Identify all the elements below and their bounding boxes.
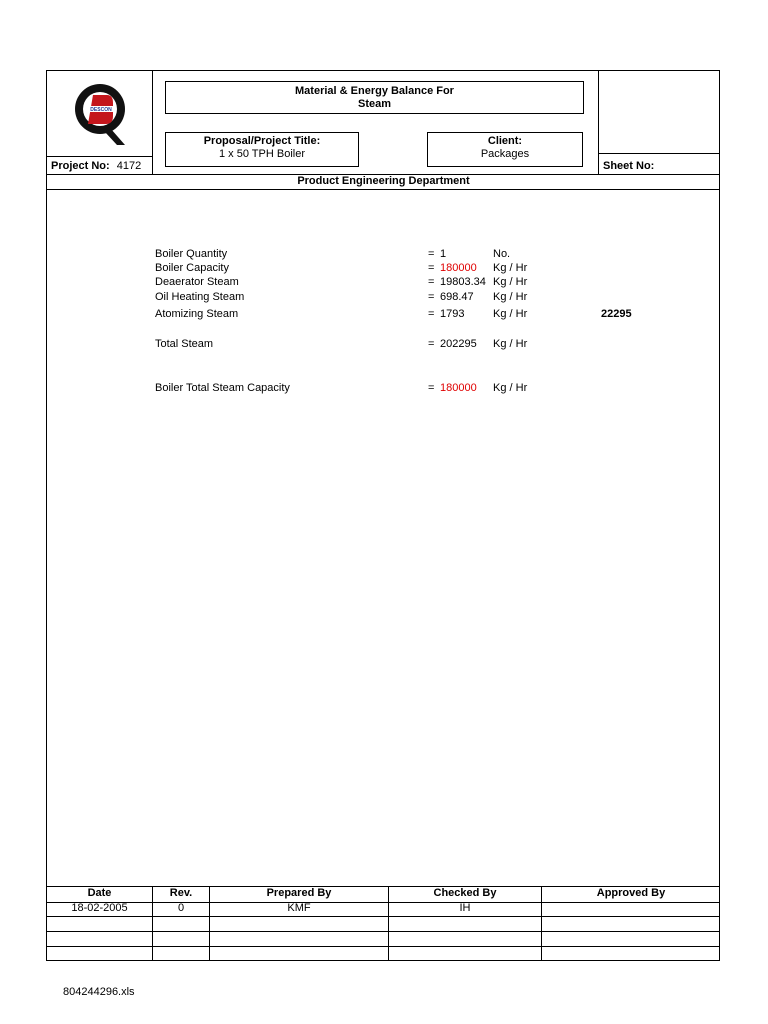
- row-value: 180000: [440, 382, 477, 394]
- document-title-line1: Material & Energy Balance For: [295, 85, 454, 97]
- divider: [598, 153, 720, 154]
- signoff-header-rev: Rev.: [169, 887, 193, 899]
- proposal-label: Proposal/Project Title:: [203, 135, 321, 147]
- client-box: [427, 132, 583, 167]
- document-title-line2: Steam: [357, 98, 392, 110]
- descon-logo: [73, 79, 127, 149]
- row-equals: =: [428, 262, 435, 274]
- row-label: Atomizing Steam: [155, 308, 239, 320]
- row-equals: =: [428, 382, 435, 394]
- row-unit: No.: [493, 248, 511, 260]
- row-value: 19803.34: [440, 276, 486, 288]
- project-number: [51, 160, 141, 173]
- row-unit: Kg / Hr: [493, 291, 528, 303]
- row-label: Deaerator Steam: [155, 276, 239, 288]
- row-value: 202295: [440, 338, 477, 350]
- signoff-header-checked: Checked By: [433, 887, 497, 899]
- row-unit: Kg / Hr: [493, 338, 528, 350]
- row-label: Boiler Total Steam Capacity: [155, 382, 290, 394]
- row-label: Boiler Quantity: [155, 248, 228, 260]
- row-label: Total Steam: [155, 338, 214, 350]
- table-border: [47, 946, 720, 947]
- table-border: [47, 916, 720, 917]
- signoff-date: 18-02-2005: [71, 902, 128, 914]
- row-unit: Kg / Hr: [493, 308, 528, 320]
- proposal-box: [165, 132, 359, 167]
- signoff-checked: IH: [459, 902, 471, 914]
- row-unit: Kg / Hr: [493, 262, 528, 274]
- row-equals: =: [428, 248, 435, 260]
- signoff-header-prepared: Prepared By: [266, 887, 332, 899]
- row-equals: =: [428, 276, 435, 288]
- row-value: 180000: [440, 262, 477, 274]
- project-no-label: Project No:: [51, 160, 110, 172]
- row-equals: =: [428, 291, 435, 303]
- row-unit: Kg / Hr: [493, 276, 528, 288]
- document-title-box: [165, 81, 584, 114]
- divider: [47, 156, 153, 157]
- row-value: 698.47: [440, 291, 474, 303]
- row-label: Oil Heating Steam: [155, 291, 245, 303]
- row-equals: =: [428, 308, 435, 320]
- signoff-header-approved: Approved By: [596, 887, 666, 899]
- divider: [47, 189, 720, 190]
- client-label: Client:: [487, 135, 523, 147]
- proposal-value: 1 x 50 TPH Boiler: [218, 148, 305, 160]
- sheet-no-label: Sheet No:: [603, 160, 655, 172]
- client-value: Packages: [480, 148, 530, 160]
- row-unit: Kg / Hr: [493, 382, 528, 394]
- signoff-rev: 0: [177, 902, 185, 914]
- document-sheet: [46, 70, 720, 961]
- row-note: 22295: [601, 308, 632, 320]
- signoff-header-date: Date: [87, 887, 112, 899]
- department-title: Product Engineering Department: [297, 175, 470, 187]
- divider: [152, 71, 153, 174]
- table-border: [47, 931, 720, 932]
- divider: [598, 71, 599, 174]
- footer-filename: 804244296.xls: [63, 986, 135, 998]
- project-no-value: 4172: [116, 160, 142, 172]
- row-value: 1793: [440, 308, 465, 320]
- signoff-prepared: KMF: [287, 902, 311, 914]
- logo-text: DESCON: [90, 107, 112, 113]
- row-value: 1: [440, 248, 447, 260]
- row-label: Boiler Capacity: [155, 262, 229, 274]
- row-equals: =: [428, 338, 435, 350]
